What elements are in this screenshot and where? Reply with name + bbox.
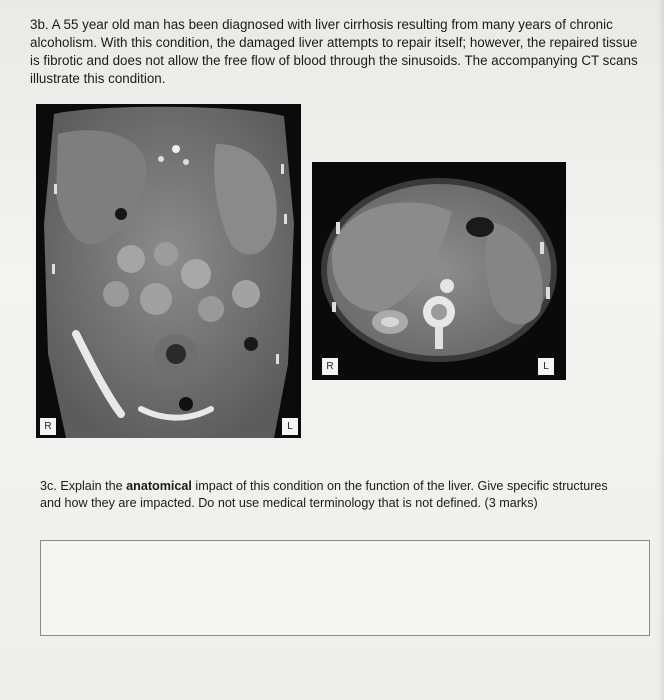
ct-axial-left-marker: L — [538, 358, 554, 375]
question-3b — [30, 16, 640, 88]
question-3c — [40, 478, 630, 512]
ct-axial-graphic — [312, 162, 566, 380]
question-3c-text-after: impact of this condition on the function of the liver. Give specific structures and how they are impacted. Do not use medical terminology that is not defined. (3 marks) — [40, 479, 608, 510]
page-edge-shadow — [658, 0, 664, 700]
question-3c-emphasis: anatomical — [126, 479, 192, 493]
ct-coronal-graphic — [36, 104, 301, 438]
ct-coronal-right-marker: R — [40, 418, 56, 435]
ct-coronal-image — [36, 104, 301, 438]
ct-axial-right-marker: R — [322, 358, 338, 375]
ct-coronal-left-marker: L — [282, 418, 298, 435]
question-3b-text: A 55 year old man has been diagnosed with liver cirrhosis resulting from many years of chronic alcoholism. With this condition, the damaged liver attempts to repair itself; however, the repaired tissue is fibrotic and does not allow the free flow of blood through the sinusoids. The accompanying CT scans illustrate this condition. — [30, 17, 638, 86]
question-3b-number: 3b. — [30, 17, 49, 32]
ct-axial-image — [312, 162, 566, 380]
question-3c-number: 3c. — [40, 479, 57, 493]
question-3c-text-before: Explain the — [60, 479, 123, 493]
answer-textbox[interactable] — [40, 540, 650, 636]
